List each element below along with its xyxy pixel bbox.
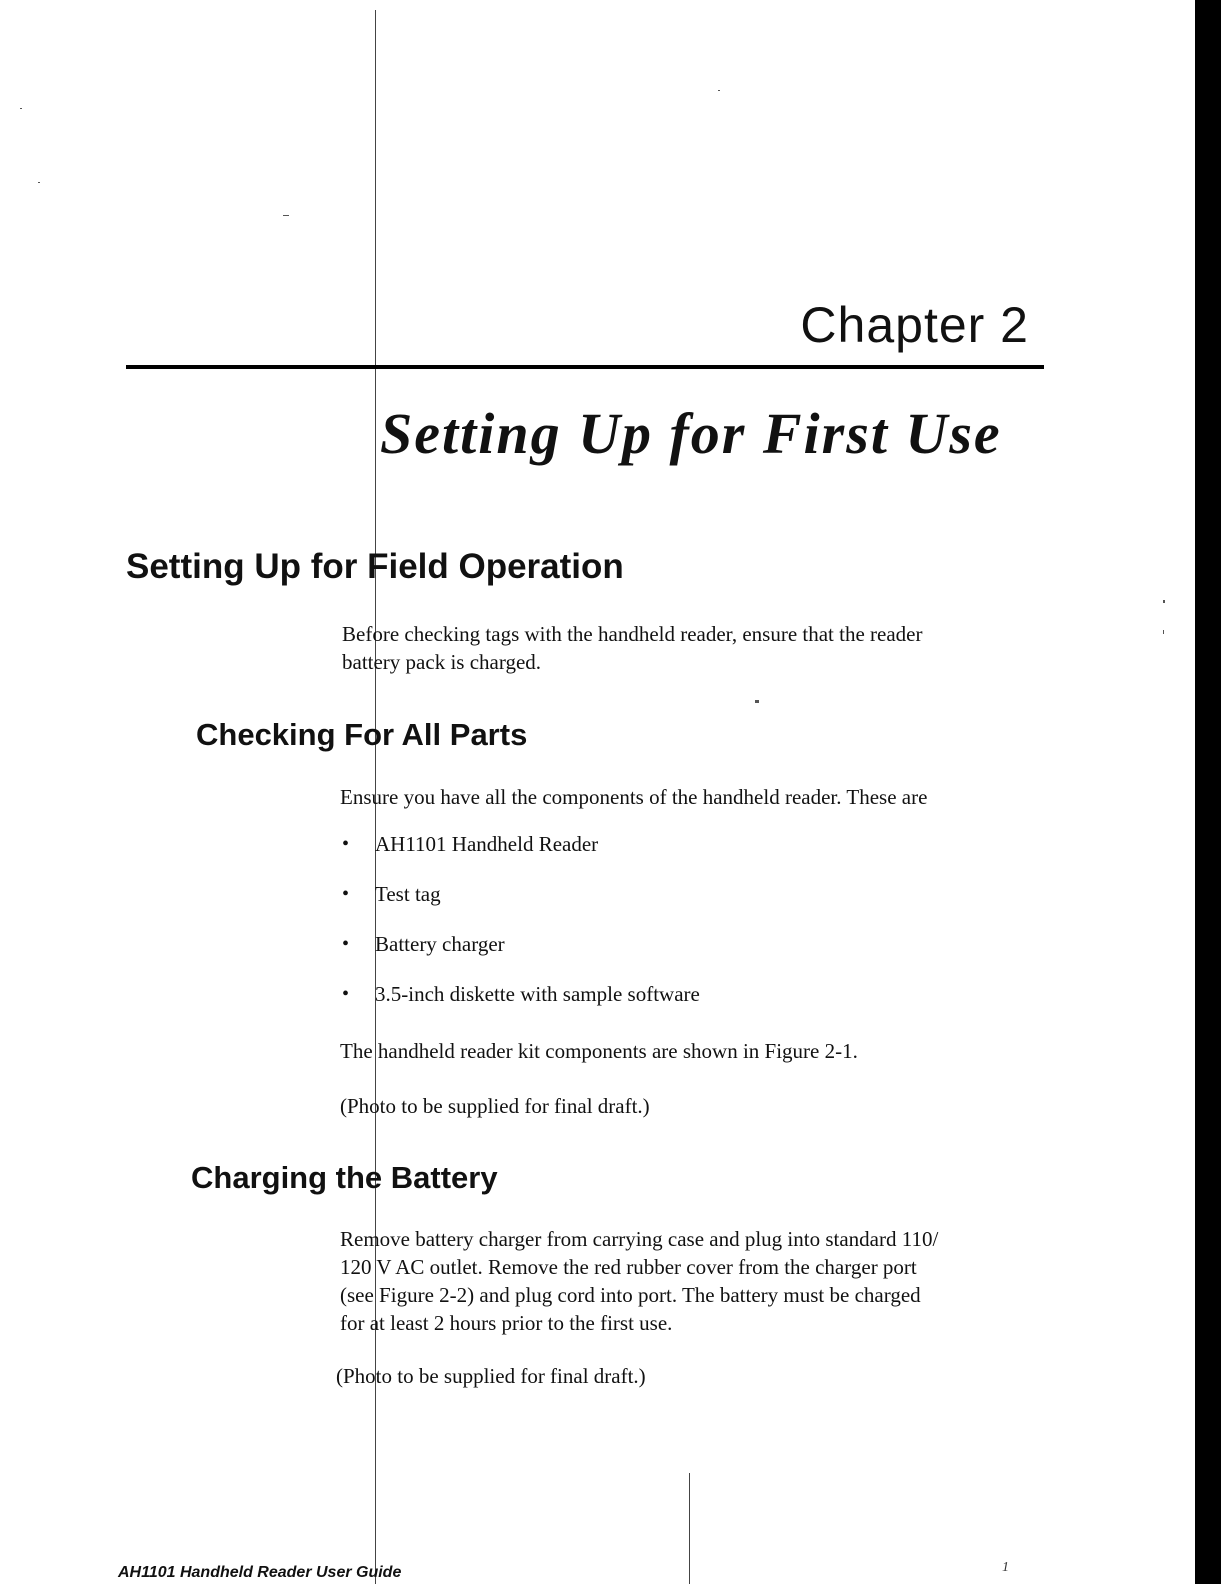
chapter-rule bbox=[126, 365, 1044, 369]
section-heading-charging: Charging the Battery bbox=[191, 1160, 498, 1195]
scan-speck bbox=[283, 215, 289, 216]
paragraph-line: Remove battery charger from carrying case and plug into standard 110/ bbox=[340, 1227, 939, 1251]
paragraph-line: for at least 2 hours prior to the first use. bbox=[340, 1311, 673, 1335]
list-item bbox=[340, 830, 700, 880]
paragraph-line: Before checking tags with the handheld reader, ensure that the reader bbox=[342, 622, 923, 646]
paragraph-line: 120 V AC outlet. Remove the red rubber cover from the charger port bbox=[340, 1255, 917, 1279]
list-item-text: Battery charger bbox=[375, 932, 505, 956]
scan-speck bbox=[20, 108, 22, 109]
list-item bbox=[340, 880, 700, 930]
bullet-icon: • bbox=[342, 983, 350, 1005]
section-heading-field-operation: Setting Up for Field Operation bbox=[126, 547, 624, 586]
section-heading-checking-parts: Checking For All Parts bbox=[196, 717, 528, 752]
list-item bbox=[340, 930, 700, 980]
list-item-text: Test tag bbox=[375, 882, 441, 906]
scan-speck bbox=[38, 182, 40, 183]
bullet-icon: • bbox=[342, 883, 350, 905]
scan-speck bbox=[755, 700, 759, 703]
checking-parts-closing: The handheld reader kit components are shown in Figure 2-1. bbox=[340, 1039, 858, 1063]
list-item bbox=[340, 980, 700, 1030]
page-number: 1 bbox=[1002, 1560, 1009, 1575]
field-operation-paragraph bbox=[342, 620, 922, 676]
paragraph-line: battery pack is charged. bbox=[342, 650, 542, 674]
scan-speck bbox=[718, 90, 720, 91]
list-item-text: AH1101 Handheld Reader bbox=[375, 832, 599, 856]
photo-note: (Photo to be supplied for final draft.) bbox=[336, 1364, 646, 1388]
footer-guide-title: AH1101 Handheld Reader User Guide bbox=[118, 1564, 402, 1581]
charging-paragraph bbox=[340, 1225, 938, 1337]
scan-speck bbox=[1163, 630, 1164, 634]
paragraph-line: (see Figure 2-2) and plug cord into port. The battery must be charged bbox=[340, 1283, 921, 1307]
scan-right-edge bbox=[1195, 0, 1221, 1584]
list-item-text: 3.5-inch diskette with sample software bbox=[375, 982, 700, 1006]
bullet-icon: • bbox=[342, 833, 350, 855]
scan-artifact-line-lower bbox=[689, 1473, 690, 1584]
scan-speck bbox=[1163, 600, 1165, 603]
photo-note: (Photo to be supplied for final draft.) bbox=[340, 1094, 650, 1118]
components-list bbox=[340, 830, 700, 1030]
bullet-icon: • bbox=[342, 933, 350, 955]
checking-parts-intro: Ensure you have all the components of the handheld reader. These are bbox=[340, 785, 928, 809]
chapter-title: Setting Up for First Use bbox=[380, 401, 1002, 466]
chapter-label: Chapter 2 bbox=[800, 297, 1029, 353]
